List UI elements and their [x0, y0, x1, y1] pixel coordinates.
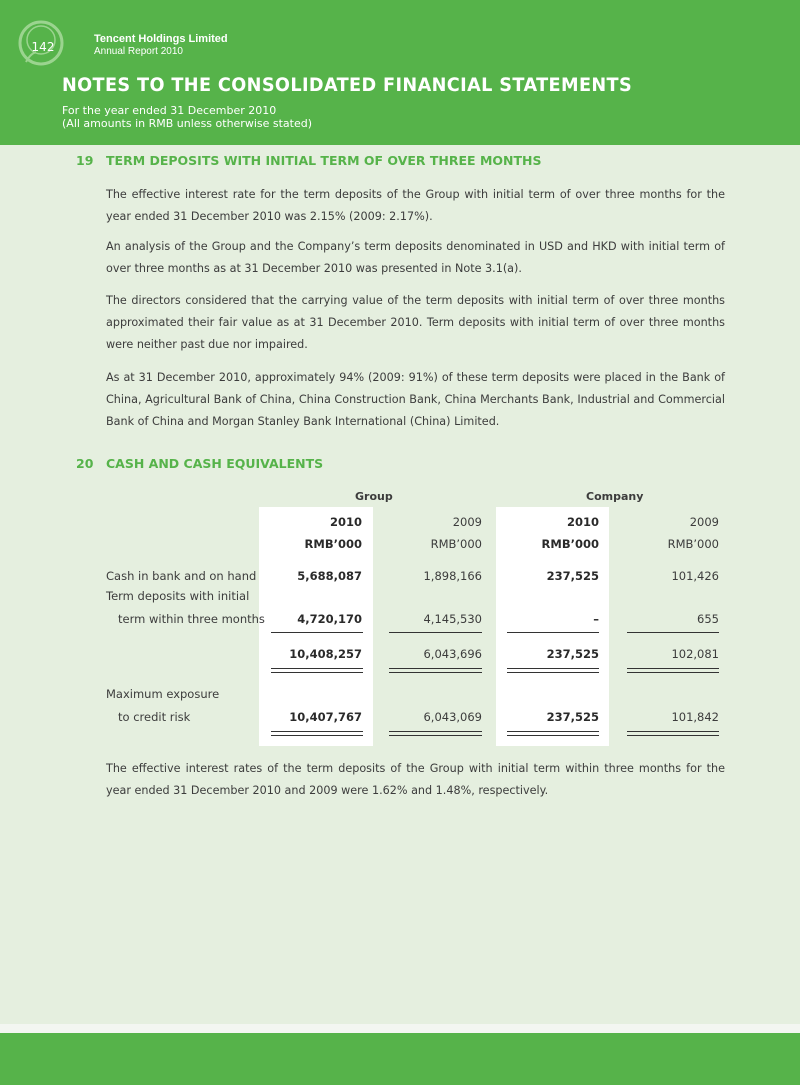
total-cell: 102,081 — [671, 647, 719, 661]
total-double-rule — [507, 731, 599, 736]
paragraph: An analysis of the Group and the Company’s term deposits denominated in USD and HKD with initial term of over three months as at 31 December 2010 was presented in Note 3.1(a). — [106, 240, 725, 275]
section-20-heading — [76, 456, 323, 471]
table-cell: 4,145,530 — [423, 612, 482, 626]
total-double-rule — [271, 668, 363, 673]
total-double-rule — [507, 668, 599, 673]
section-number: 19 — [76, 153, 94, 168]
table-cell: 10,407,767 — [289, 710, 362, 724]
total-double-rule — [627, 668, 719, 673]
subtotal-rule — [389, 632, 482, 633]
row-label: Maximum exposure — [106, 687, 220, 701]
table-cell: 237,525 — [546, 569, 599, 583]
paragraph: As at 31 December 2010, approximately 94% (2009: 91%) of these term deposits were placed in the Bank of China, Agricultural Bank of China, China Construction Bank, China Merchants Bank, Industrial and Commercial Bank of China and Morgan Stanley Bank International (China) Limited. — [106, 371, 725, 428]
footer-bar — [0, 1033, 800, 1085]
total-double-rule — [271, 731, 363, 736]
total-double-rule — [389, 668, 482, 673]
subtitle-line-1: For the year ended 31 December 2010 — [62, 104, 277, 117]
section-19-heading — [76, 153, 541, 168]
total-double-rule — [627, 731, 719, 736]
report-name: Annual Report 2010 — [94, 46, 183, 57]
paragraph: The directors considered that the carrying value of the term deposits with initial term of over three months approximated their fair value as at 31 December 2010. Term deposits with initial term of over three months were neither past due nor impaired. — [106, 294, 725, 351]
paragraph: The effective interest rate for the term deposits of the Group with initial term of over three months for the year ended 31 December 2010 was 2.15% (2009: 2.17%). — [106, 188, 725, 223]
table-cell: 6,043,069 — [423, 710, 482, 724]
total-cell: 10,408,257 — [289, 647, 362, 661]
subtotal-rule — [271, 632, 363, 633]
section-title: TERM DEPOSITS WITH INITIAL TERM OF OVER THREE MONTHS — [106, 153, 542, 168]
unit-header: RMB’000 — [304, 537, 362, 551]
footer-divider — [0, 1024, 800, 1033]
row-label: Cash in bank and on hand — [106, 569, 257, 583]
group-header: Group — [355, 490, 393, 503]
year-header: 2009 — [689, 515, 719, 529]
year-header: 2010 — [566, 515, 599, 529]
total-cell: 6,043,696 — [423, 647, 482, 661]
page-subtitle — [62, 104, 312, 130]
table-cell: 655 — [697, 612, 719, 626]
table-cell: 1,898,166 — [423, 569, 482, 583]
company-header: Company — [586, 490, 644, 503]
unit-header: RMB’000 — [430, 537, 482, 551]
subtotal-rule — [627, 632, 719, 633]
unit-header: RMB’000 — [667, 537, 719, 551]
total-double-rule — [389, 731, 482, 736]
page-header — [0, 0, 800, 145]
table-cell: 237,525 — [546, 710, 599, 724]
section-number: 20 — [76, 456, 94, 471]
row-label: Term deposits with initial — [106, 589, 250, 603]
subtitle-line-2: (All amounts in RMB unless otherwise stated) — [62, 117, 313, 130]
page-title: NOTES TO THE CONSOLIDATED FINANCIAL STATEMENTS — [62, 74, 633, 96]
year-header: 2010 — [329, 515, 362, 529]
total-cell: 237,525 — [546, 647, 599, 661]
table-cell: 101,842 — [671, 710, 719, 724]
table-cell: – — [593, 612, 599, 626]
year-header: 2009 — [452, 515, 482, 529]
paragraph: The effective interest rates of the term deposits of the Group with initial term within three months for the year ended 31 December 2010 and 2009 were 1.62% and 1.48%, respectively. — [106, 762, 725, 797]
row-label: to credit risk — [118, 710, 191, 724]
subtotal-rule — [507, 632, 599, 633]
table-cell: 5,688,087 — [297, 569, 362, 583]
company-name: Tencent Holdings Limited — [94, 33, 228, 45]
unit-header: RMB’000 — [541, 537, 599, 551]
table-cell: 101,426 — [671, 569, 719, 583]
page-number: 142 — [31, 40, 55, 54]
section-title: CASH AND CASH EQUIVALENTS — [106, 456, 324, 471]
row-label: term within three months — [118, 612, 265, 626]
table-cell: 4,720,170 — [297, 612, 362, 626]
